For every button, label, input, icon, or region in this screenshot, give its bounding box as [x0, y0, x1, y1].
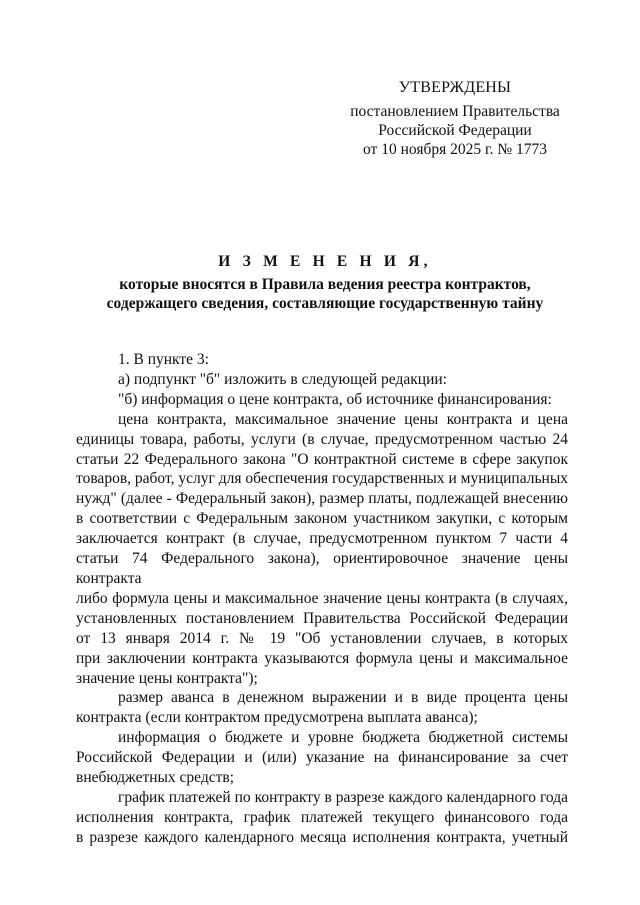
text-line: исполнения контракта, график платежей текущего финансового года — [76, 808, 568, 826]
approval-line: от 10 ноября 2025 г. № 1773 — [363, 141, 547, 158]
title-caps: И З М Е Н Е Н И Я, — [218, 253, 432, 270]
document-body — [76, 350, 568, 848]
text-line: либо формула цены и максимальное значение цены контракта (в случаях, — [76, 589, 568, 607]
text-line: товаров, работ, услуг для обеспечения государственных и муниципальных — [76, 470, 568, 488]
text-line: единицы товара, работы, услуги (в случае, предусмотренном частью 24 — [76, 430, 568, 448]
text-line: контракта (если контрактом предусмотрена выплата аванса); — [76, 709, 478, 727]
approval-block — [330, 78, 580, 159]
text-line: в соответствии с Федеральным законом участником закупки, с которым — [76, 510, 568, 528]
text-line: значение цены контракта"); — [76, 669, 258, 687]
text-line: информация о бюджете и уровне бюджета бюджетной системы — [118, 729, 568, 747]
approval-line: Российской Федерации — [378, 122, 532, 139]
approval-line: постановлением Правительства — [350, 103, 560, 120]
title-line: содержащего сведения, составляющие государственную тайну — [106, 295, 544, 312]
text-line: статьи 22 Федерального закона "О контрактной системе в сфере закупок — [76, 450, 568, 468]
text-line: Российской Федерации и (или) указание на финансирование за счет — [76, 749, 568, 767]
text-line: в разрезе каждого календарного месяца исполнения контракта, учетный — [76, 828, 568, 846]
text-line: статьи 74 Федерального закона), ориентировочное значение цены контракта — [76, 550, 568, 587]
text-line: а) подпункт "б" изложить в следующей редакции: — [118, 370, 447, 388]
title-line: которые вносятся в Правила ведения реестра контрактов, — [119, 276, 531, 293]
text-line: установленных постановлением Правительства Российской Федерации — [76, 609, 568, 627]
text-line: от 13 января 2014 г. № 19 "Об установлении случаев, в которых — [76, 629, 568, 647]
text-line: "б) информация о цене контракта, об источнике финансирования: — [118, 390, 552, 408]
text-line: размер аванса в денежном выражении и в виде процента цены — [118, 689, 568, 707]
text-line: внебюджетных средств; — [76, 769, 235, 787]
text-line: заключается контракт (в случае, предусмотренном пунктом 7 части 4 — [76, 530, 568, 548]
text-line: график платежей по контракту в разрезе каждого календарного года — [118, 788, 568, 806]
text-line: 1. В пункте 3: — [118, 351, 209, 368]
approval-heading: УТВЕРЖДЕНЫ — [398, 79, 512, 96]
text-line: цена контракта, максимальное значение цены контракта и цена — [118, 410, 568, 428]
document-title — [70, 252, 580, 313]
text-line: нужд" (далее - Федеральный закон), размер платы, подлежащей внесению — [76, 490, 568, 508]
text-line: при заключении контракта указываются формула цены и максимальное — [76, 649, 568, 667]
